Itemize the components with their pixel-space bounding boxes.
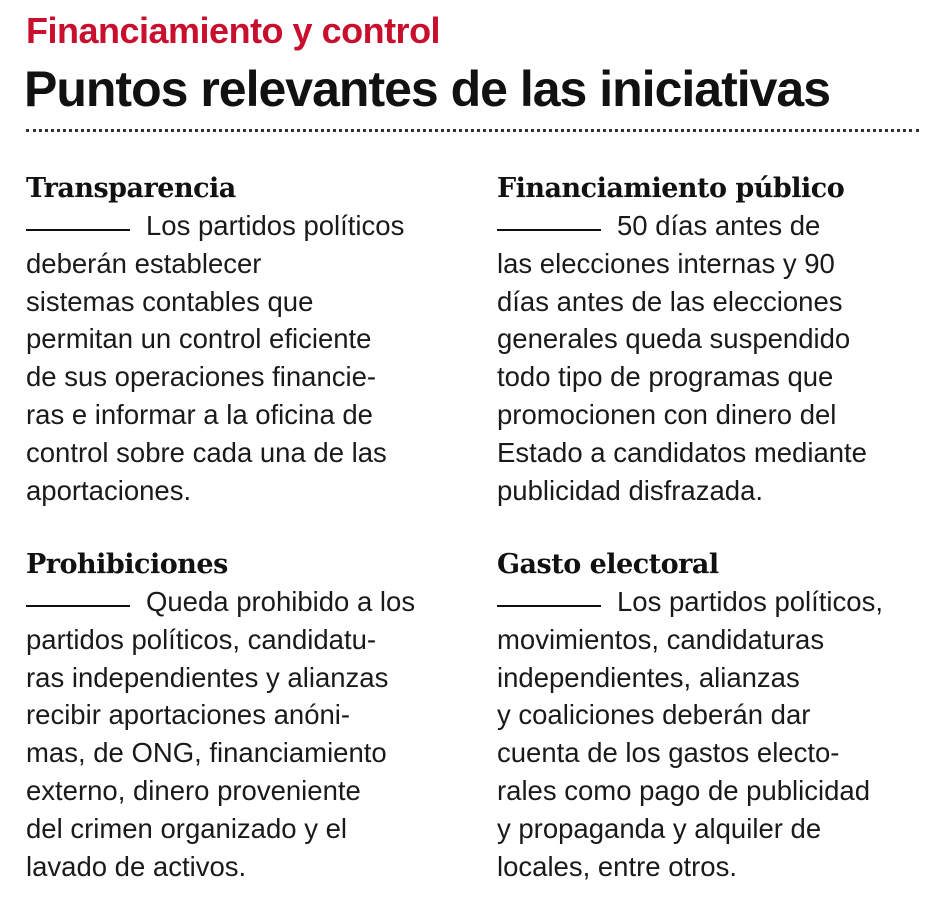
section-prohibiciones — [26, 546, 456, 885]
lead-rule — [497, 229, 601, 231]
section-body — [497, 207, 927, 509]
body-line: permitan un control eficiente — [26, 323, 372, 355]
body-line: promocionen con dinero del — [497, 398, 837, 430]
body-line: deberán establecer — [26, 247, 262, 279]
headline: Puntos relevantes de las iniciativas — [24, 61, 831, 117]
body-line: locales, entre otros. — [497, 850, 737, 882]
section-title: Gasto electoral — [497, 549, 719, 580]
body-line: publicidad disfrazada. — [497, 474, 764, 506]
body-line-text: Los partidos políticos, — [617, 586, 883, 617]
body-line: Estado a candidatos mediante — [497, 436, 867, 468]
body-line-text: Los partidos políticos — [146, 210, 405, 241]
body-line: las elecciones internas y 90 — [497, 247, 835, 279]
section-transparencia — [26, 170, 456, 509]
body-line: partidos políticos, candidatu- — [26, 623, 377, 655]
kicker: Financiamiento y control — [26, 10, 441, 51]
section-financiamiento-publico — [497, 170, 927, 509]
body-line: externo, dinero proveniente — [26, 774, 361, 806]
body-line: y coaliciones deberán dar — [497, 699, 811, 731]
body-line: del crimen organizado y el — [26, 812, 348, 844]
body-line: cuenta de los gastos electo- — [497, 737, 840, 769]
section-gasto-electoral — [497, 546, 927, 885]
body-line: lavado de activos. — [26, 850, 247, 882]
body-line: y propaganda y alquiler de — [497, 812, 822, 844]
lead-rule — [497, 605, 601, 607]
section-body — [497, 583, 927, 885]
section-title: Financiamiento público — [497, 173, 845, 204]
section-body — [26, 207, 456, 509]
body-line: control sobre cada una de las — [26, 436, 387, 468]
body-line: sistemas contables que — [26, 285, 314, 317]
body-line: rales como pago de publicidad — [497, 774, 871, 806]
body-line: independientes, alianzas — [497, 661, 800, 693]
body-line: generales queda suspendido — [497, 323, 851, 355]
section-title: Transparencia — [26, 173, 236, 204]
body-line — [26, 583, 456, 621]
body-line: aportaciones. — [26, 474, 192, 506]
body-line — [497, 207, 927, 245]
body-line: mas, de ONG, financiamiento — [26, 737, 387, 769]
body-line: días antes de las elecciones — [497, 285, 843, 317]
section-title: Prohibiciones — [26, 549, 228, 580]
body-line: recibir aportaciones anóni- — [26, 699, 351, 731]
body-line: ras e informar a la oficina de — [26, 398, 373, 430]
body-line — [26, 207, 456, 245]
body-line-text: 50 días antes de — [617, 210, 821, 241]
body-line: movimientos, candidaturas — [497, 623, 825, 655]
lead-rule — [26, 605, 130, 607]
body-line: todo tipo de programas que — [497, 361, 834, 393]
body-line-text: Queda prohibido a los — [146, 586, 416, 617]
body-line: ras independientes y alianzas — [26, 661, 389, 693]
section-body — [26, 583, 456, 885]
dotted-divider — [26, 129, 919, 132]
body-line: de sus operaciones financie- — [26, 361, 377, 393]
body-line — [497, 583, 927, 621]
lead-rule — [26, 229, 130, 231]
